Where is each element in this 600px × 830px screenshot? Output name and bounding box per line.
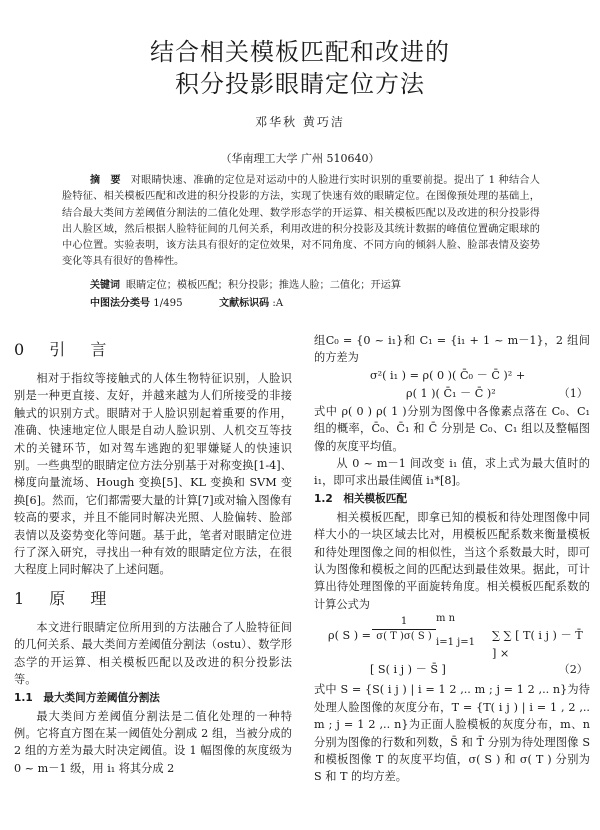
section-1-paragraph: 本文进行眼睛定位所用到的方法融合了人脸特征间的几何关系、最大类间方差阈值分割法（ostu）、数学形态学的开运算、相关模板匹配以及改进的积分投影法等。 [14,620,292,687]
abstract-text: 对眼睛快速、准确的定位是对运动中的人脸进行实时识别的重要前提。提出了 1 种结合人脸特征、相关模板匹配和改进的积分投影的方法，实现了快速有效的眼睛定位。在图像预处理的基础上，结合最大类间方差阈值分割法的二值化处理、数学形态学的开运算、相关模板匹配以及改进的积分投影得出人脸区域，然后根据人脸特征间的几何关系，利用改进的积分投影及其统计数据的峰值位置确定眼球的中心位置。实验表明，该方法具有很好的定位效果，对不同角度、不同方向的倾斜人脸、脸部表情及姿势变化等具有很好的鲁棒性。 [62,175,540,268]
equation-2-sum-bottom: i=1 j=1 [436,637,475,649]
keywords-text: 眼睛定位；模板匹配；积分投影；推选人脸；二值化；开运算 [126,280,402,291]
keywords-label: 关键词 [90,280,120,291]
section-1-2-heading: 1.2 相关模板匹配 [314,492,407,505]
equation-2-number: （2） [558,663,588,677]
equation-2-lhs: ρ( S ) = [328,629,372,643]
equation-1-number: （1） [558,386,588,400]
clc-value: 1/495 [153,298,183,309]
title-line-1: 结合相关模板匹配和改进的 [150,38,450,66]
classification [90,294,550,309]
equation-2 [314,613,590,659]
equation-1-line-1 [314,367,590,385]
right-column [314,332,590,786]
equation-2-denominator: σ( T )σ( S ) [376,631,432,643]
left-column [14,332,292,777]
title-line-2: 积分投影眼睛定位方法 [175,70,425,98]
affiliation: （华南理工大学 广州 510640） [220,152,380,165]
section-0-paragraph: 相对于指纹等接触式的人体生物特征识别，人脸识别是一种更直接、友好，并越来越为人们所接受的非接触式的识别方式。眼睛对于人脸识别起着重要的作用，准确、快速地定位人眼是自动人脸识别、人机交互等技术的关键环节，如对驾车逃跑的犯罪嫌疑人的快速识别。一些典型的眼睛定位方法分别基于对称变换[1-4]、梯度向量流场、Hough 变换[5]、KL 变换和 SVM 变换[6]。然而，它们都需要大量的计算[7]或对输入图像有较高的要求，并且不能同时解决光照、人脸偏转、脸部表情以及姿势变化等问题。基于此，笔者对眼睛定位进行了深入研究，寻找出一种有效的眼睛定位方法，在很大程度上同时解决了上述问题。 [14,372,292,577]
right-paragraph-3: 从 0 ~ m－1 间改变 i₁ 值，求上式为最大值时的 i₁，即可求出最佳阈值 i₁*[8]。 [314,457,590,488]
doc-code-label: 文献标识码 [219,298,270,309]
section-0-heading: 0 引 言 [14,340,117,359]
equation-1-text-1: σ²( i₁ ) = ρ( 0 )( C̄₀ － C̄ )² + [370,368,526,382]
section-1-heading: 1 原 理 [14,588,117,608]
equation-2-line-2 [314,659,590,681]
equation-2-sum-limits [436,613,496,649]
section-1-1-heading: 1.1 最大类间方差阈值分割法 [14,691,160,704]
section-1-1-paragraph: 最大类间方差阈值分割法是二值化处理的一种特例。它将直方图在某一阈值处分割成 2 组，当被分成的 2 组的方差为最大时决定阈值。设 1 幅图像的灰度级为 0 ~ m－1 级，用 i₁ 将其分成 2 [14,709,292,775]
right-paragraph-1: 组C₀ = {0 ~ i₁}和 C₁ = {i₁ + 1 ~ m－1}，2 组间的方差为 [314,334,590,365]
equation-2-numerator: 1 [372,615,436,630]
equation-1-text-2: ρ( 1 )( C̄₁ － C̄ )² [406,386,496,400]
right-paragraph-4: 式中 S = {S( i j ) | i = 1 2 ,.. m ; j = 1 2 ,.. n}为待处理人脸图像的灰度分布，T = {T( i j ) | i = 1 , 2 ,.. m ; j = 1 2 ,.. n}为正面人脸模板的灰度分布，m、n 分别为图像的行数和列数，S̄ 和 T̄ 分别为待处理图像 S 和模板图像 T 的灰度平均值，σ( S ) 和 σ( T ) 分别为 S 和 T 的均方差。 [314,683,590,784]
equation-2-sum-top: m n [436,613,456,625]
clc-label: 中图法分类号 [90,298,150,309]
right-paragraph-2: 式中 ρ( 0 ) ρ( 1 )分别为图像中各像素点落在 C₀、C₁ 组的概率，C̄₀、C̄₁ 和 C̄ 分别是 C₀、C₁ 组以及整幅图像的灰度平均值。 [314,404,590,453]
equation-2-fraction [372,615,436,644]
abstract [62,173,540,271]
authors: 邓华秋 黄巧洁 [255,115,345,129]
keywords [90,276,550,291]
doc-code-value: :A [272,298,284,309]
equation-2-text-2: [ S( i j ) － S̄ ] [370,663,446,677]
abstract-label: 摘 要 [90,175,121,186]
equation-1-line-2 [314,385,590,403]
equation-2-body: ∑ ∑ [ T( i j ) － T̄ ] × [492,629,583,660]
section-1-2-paragraph: 相关模板匹配，即拿已知的模板和待处理图像中同样大小的一块区域去比对，用模板匹配系数来衡量模板和待处理图像之间的相似性，当这个系数最大时，即可认为图像和模板之间的匹配达到最佳效果。据此，可计算出待处理图像的平面旋转角度。相关模板匹配系数的计算公式为 [314,510,590,611]
